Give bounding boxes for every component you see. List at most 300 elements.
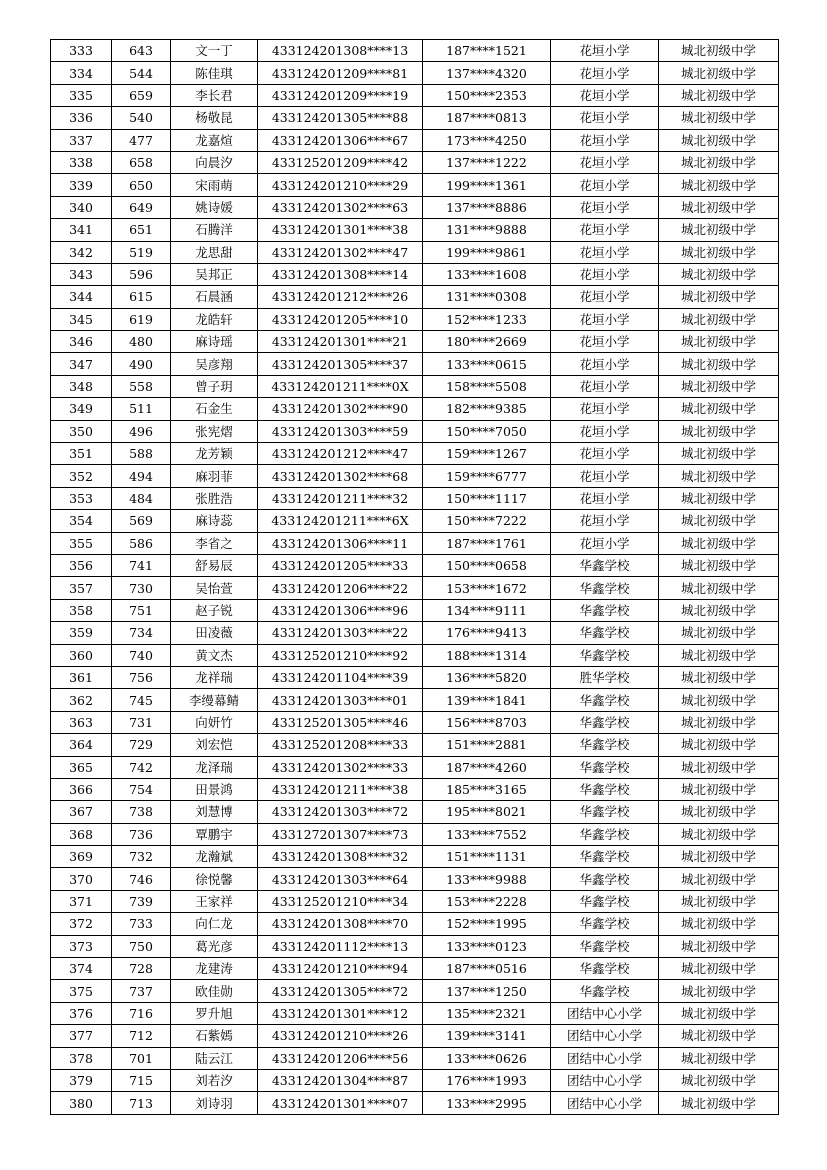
id-number-cell: 433124201210****29 bbox=[258, 174, 423, 196]
table-row bbox=[51, 1002, 779, 1024]
student-name-cell: 文一丁 bbox=[171, 40, 258, 62]
id-number-cell: 433124201209****81 bbox=[258, 62, 423, 84]
serial-number-cell: 375 bbox=[51, 980, 112, 1002]
phone-number-cell: 150****7222 bbox=[423, 510, 551, 532]
exam-number-cell: 732 bbox=[112, 846, 171, 868]
assigned-middle-school-cell: 城北初级中学 bbox=[659, 40, 779, 62]
exam-number-cell: 737 bbox=[112, 980, 171, 1002]
student-name-cell: 吴邦正 bbox=[171, 263, 258, 285]
exam-number-cell: 754 bbox=[112, 778, 171, 800]
student-name-cell: 宋雨萌 bbox=[171, 174, 258, 196]
primary-school-cell: 华鑫学校 bbox=[551, 935, 659, 957]
serial-number-cell: 378 bbox=[51, 1047, 112, 1069]
student-name-cell: 龙芳颖 bbox=[171, 443, 258, 465]
table-row bbox=[51, 1069, 779, 1091]
primary-school-cell: 花垣小学 bbox=[551, 107, 659, 129]
assigned-middle-school-cell: 城北初级中学 bbox=[659, 353, 779, 375]
primary-school-cell: 花垣小学 bbox=[551, 40, 659, 62]
phone-number-cell: 136****5820 bbox=[423, 666, 551, 688]
phone-number-cell: 139****1841 bbox=[423, 689, 551, 711]
exam-number-cell: 733 bbox=[112, 913, 171, 935]
assigned-middle-school-cell: 城北初级中学 bbox=[659, 1002, 779, 1024]
table-row bbox=[51, 734, 779, 756]
primary-school-cell: 花垣小学 bbox=[551, 219, 659, 241]
serial-number-cell: 371 bbox=[51, 890, 112, 912]
serial-number-cell: 335 bbox=[51, 84, 112, 106]
id-number-cell: 433124201302****68 bbox=[258, 465, 423, 487]
assigned-middle-school-cell: 城北初级中学 bbox=[659, 510, 779, 532]
phone-number-cell: 131****0308 bbox=[423, 286, 551, 308]
serial-number-cell: 367 bbox=[51, 801, 112, 823]
id-number-cell: 433124201303****72 bbox=[258, 801, 423, 823]
student-name-cell: 赵子锐 bbox=[171, 599, 258, 621]
serial-number-cell: 347 bbox=[51, 353, 112, 375]
table-row bbox=[51, 465, 779, 487]
student-name-cell: 黄文杰 bbox=[171, 644, 258, 666]
assigned-middle-school-cell: 城北初级中学 bbox=[659, 107, 779, 129]
exam-number-cell: 739 bbox=[112, 890, 171, 912]
table-row bbox=[51, 846, 779, 868]
assigned-middle-school-cell: 城北初级中学 bbox=[659, 532, 779, 554]
student-name-cell: 张胜浩 bbox=[171, 487, 258, 509]
id-number-cell: 433124201302****90 bbox=[258, 398, 423, 420]
id-number-cell: 433124201210****26 bbox=[258, 1025, 423, 1047]
table-row bbox=[51, 151, 779, 173]
table-row bbox=[51, 1025, 779, 1047]
assigned-middle-school-cell: 城北初级中学 bbox=[659, 398, 779, 420]
primary-school-cell: 华鑫学校 bbox=[551, 577, 659, 599]
serial-number-cell: 368 bbox=[51, 823, 112, 845]
assigned-middle-school-cell: 城北初级中学 bbox=[659, 823, 779, 845]
assigned-middle-school-cell: 城北初级中学 bbox=[659, 913, 779, 935]
table-row bbox=[51, 622, 779, 644]
student-name-cell: 石腾洋 bbox=[171, 219, 258, 241]
assigned-middle-school-cell: 城北初级中学 bbox=[659, 219, 779, 241]
assigned-middle-school-cell: 城北初级中学 bbox=[659, 980, 779, 1002]
student-table-container bbox=[50, 39, 779, 1115]
table-row bbox=[51, 107, 779, 129]
table-row bbox=[51, 398, 779, 420]
exam-number-cell: 544 bbox=[112, 62, 171, 84]
student-name-cell: 刘若汐 bbox=[171, 1069, 258, 1091]
table-row bbox=[51, 353, 779, 375]
exam-number-cell: 701 bbox=[112, 1047, 171, 1069]
id-number-cell: 433124201301****12 bbox=[258, 1002, 423, 1024]
student-name-cell: 陈佳琪 bbox=[171, 62, 258, 84]
table-row bbox=[51, 263, 779, 285]
table-row bbox=[51, 577, 779, 599]
student-name-cell: 曾子玥 bbox=[171, 375, 258, 397]
primary-school-cell: 团结中心小学 bbox=[551, 1047, 659, 1069]
primary-school-cell: 华鑫学校 bbox=[551, 958, 659, 980]
student-name-cell: 向妍竹 bbox=[171, 711, 258, 733]
serial-number-cell: 374 bbox=[51, 958, 112, 980]
student-name-cell: 李缦幕鲭 bbox=[171, 689, 258, 711]
primary-school-cell: 花垣小学 bbox=[551, 331, 659, 353]
assigned-middle-school-cell: 城北初级中学 bbox=[659, 1047, 779, 1069]
exam-number-cell: 728 bbox=[112, 958, 171, 980]
serial-number-cell: 351 bbox=[51, 443, 112, 465]
primary-school-cell: 花垣小学 bbox=[551, 286, 659, 308]
table-row bbox=[51, 778, 779, 800]
assigned-middle-school-cell: 城北初级中学 bbox=[659, 375, 779, 397]
id-number-cell: 433124201305****37 bbox=[258, 353, 423, 375]
assigned-middle-school-cell: 城北初级中学 bbox=[659, 868, 779, 890]
table-row bbox=[51, 756, 779, 778]
id-number-cell: 433125201305****46 bbox=[258, 711, 423, 733]
phone-number-cell: 137****1222 bbox=[423, 151, 551, 173]
student-name-cell: 龙建涛 bbox=[171, 958, 258, 980]
primary-school-cell: 花垣小学 bbox=[551, 375, 659, 397]
serial-number-cell: 363 bbox=[51, 711, 112, 733]
student-name-cell: 刘慧博 bbox=[171, 801, 258, 823]
student-name-cell: 麻诗蕊 bbox=[171, 510, 258, 532]
primary-school-cell: 华鑫学校 bbox=[551, 980, 659, 1002]
phone-number-cell: 199****1361 bbox=[423, 174, 551, 196]
table-row bbox=[51, 958, 779, 980]
exam-number-cell: 731 bbox=[112, 711, 171, 733]
phone-number-cell: 152****1233 bbox=[423, 308, 551, 330]
student-name-cell: 王家祥 bbox=[171, 890, 258, 912]
exam-number-cell: 484 bbox=[112, 487, 171, 509]
assigned-middle-school-cell: 城北初级中学 bbox=[659, 644, 779, 666]
id-number-cell: 433124201205****33 bbox=[258, 554, 423, 576]
serial-number-cell: 355 bbox=[51, 532, 112, 554]
exam-number-cell: 494 bbox=[112, 465, 171, 487]
table-row bbox=[51, 823, 779, 845]
student-name-cell: 石晨涵 bbox=[171, 286, 258, 308]
student-name-cell: 龙泽瑞 bbox=[171, 756, 258, 778]
primary-school-cell: 花垣小学 bbox=[551, 487, 659, 509]
table-row bbox=[51, 196, 779, 218]
assigned-middle-school-cell: 城北初级中学 bbox=[659, 1069, 779, 1091]
serial-number-cell: 373 bbox=[51, 935, 112, 957]
id-number-cell: 433124201306****96 bbox=[258, 599, 423, 621]
table-row bbox=[51, 935, 779, 957]
assigned-middle-school-cell: 城北初级中学 bbox=[659, 935, 779, 957]
id-number-cell: 433124201302****47 bbox=[258, 241, 423, 263]
serial-number-cell: 370 bbox=[51, 868, 112, 890]
assigned-middle-school-cell: 城北初级中学 bbox=[659, 734, 779, 756]
phone-number-cell: 153****2228 bbox=[423, 890, 551, 912]
exam-number-cell: 713 bbox=[112, 1092, 171, 1114]
phone-number-cell: 151****2881 bbox=[423, 734, 551, 756]
exam-number-cell: 716 bbox=[112, 1002, 171, 1024]
phone-number-cell: 134****9111 bbox=[423, 599, 551, 621]
serial-number-cell: 358 bbox=[51, 599, 112, 621]
assigned-middle-school-cell: 城北初级中学 bbox=[659, 756, 779, 778]
student-name-cell: 龙皓轩 bbox=[171, 308, 258, 330]
table-row bbox=[51, 40, 779, 62]
table-row bbox=[51, 554, 779, 576]
assigned-middle-school-cell: 城北初级中学 bbox=[659, 778, 779, 800]
assigned-middle-school-cell: 城北初级中学 bbox=[659, 622, 779, 644]
primary-school-cell: 团结中心小学 bbox=[551, 1002, 659, 1024]
serial-number-cell: 354 bbox=[51, 510, 112, 532]
primary-school-cell: 团结中心小学 bbox=[551, 1025, 659, 1047]
phone-number-cell: 153****1672 bbox=[423, 577, 551, 599]
phone-number-cell: 151****1131 bbox=[423, 846, 551, 868]
phone-number-cell: 156****8703 bbox=[423, 711, 551, 733]
exam-number-cell: 569 bbox=[112, 510, 171, 532]
exam-number-cell: 738 bbox=[112, 801, 171, 823]
exam-number-cell: 519 bbox=[112, 241, 171, 263]
primary-school-cell: 华鑫学校 bbox=[551, 868, 659, 890]
primary-school-cell: 团结中心小学 bbox=[551, 1092, 659, 1114]
serial-number-cell: 340 bbox=[51, 196, 112, 218]
phone-number-cell: 133****2995 bbox=[423, 1092, 551, 1114]
id-number-cell: 433124201306****67 bbox=[258, 129, 423, 151]
id-number-cell: 433124201308****14 bbox=[258, 263, 423, 285]
student-name-cell: 石金生 bbox=[171, 398, 258, 420]
id-number-cell: 433124201303****01 bbox=[258, 689, 423, 711]
table-row bbox=[51, 510, 779, 532]
phone-number-cell: 176****9413 bbox=[423, 622, 551, 644]
primary-school-cell: 花垣小学 bbox=[551, 532, 659, 554]
id-number-cell: 433127201307****73 bbox=[258, 823, 423, 845]
assigned-middle-school-cell: 城北初级中学 bbox=[659, 174, 779, 196]
assigned-middle-school-cell: 城北初级中学 bbox=[659, 689, 779, 711]
serial-number-cell: 345 bbox=[51, 308, 112, 330]
assigned-middle-school-cell: 城北初级中学 bbox=[659, 241, 779, 263]
primary-school-cell: 花垣小学 bbox=[551, 510, 659, 532]
exam-number-cell: 649 bbox=[112, 196, 171, 218]
table-row bbox=[51, 666, 779, 688]
exam-number-cell: 643 bbox=[112, 40, 171, 62]
phone-number-cell: 187****4260 bbox=[423, 756, 551, 778]
serial-number-cell: 343 bbox=[51, 263, 112, 285]
serial-number-cell: 364 bbox=[51, 734, 112, 756]
student-name-cell: 龙思甜 bbox=[171, 241, 258, 263]
primary-school-cell: 华鑫学校 bbox=[551, 711, 659, 733]
serial-number-cell: 365 bbox=[51, 756, 112, 778]
assigned-middle-school-cell: 城北初级中学 bbox=[659, 151, 779, 173]
serial-number-cell: 366 bbox=[51, 778, 112, 800]
phone-number-cell: 133****1608 bbox=[423, 263, 551, 285]
serial-number-cell: 353 bbox=[51, 487, 112, 509]
id-number-cell: 433124201206****56 bbox=[258, 1047, 423, 1069]
serial-number-cell: 361 bbox=[51, 666, 112, 688]
primary-school-cell: 花垣小学 bbox=[551, 84, 659, 106]
table-row bbox=[51, 331, 779, 353]
assigned-middle-school-cell: 城北初级中学 bbox=[659, 84, 779, 106]
phone-number-cell: 133****9988 bbox=[423, 868, 551, 890]
student-name-cell: 向晨汐 bbox=[171, 151, 258, 173]
exam-number-cell: 742 bbox=[112, 756, 171, 778]
phone-number-cell: 133****7552 bbox=[423, 823, 551, 845]
exam-number-cell: 741 bbox=[112, 554, 171, 576]
student-name-cell: 张宪熠 bbox=[171, 420, 258, 442]
id-number-cell: 433124201209****19 bbox=[258, 84, 423, 106]
id-number-cell: 433124201206****22 bbox=[258, 577, 423, 599]
student-name-cell: 舒易辰 bbox=[171, 554, 258, 576]
assigned-middle-school-cell: 城北初级中学 bbox=[659, 331, 779, 353]
primary-school-cell: 华鑫学校 bbox=[551, 622, 659, 644]
assigned-middle-school-cell: 城北初级中学 bbox=[659, 263, 779, 285]
assigned-middle-school-cell: 城北初级中学 bbox=[659, 554, 779, 576]
assigned-middle-school-cell: 城北初级中学 bbox=[659, 801, 779, 823]
primary-school-cell: 花垣小学 bbox=[551, 174, 659, 196]
id-number-cell: 433124201304****87 bbox=[258, 1069, 423, 1091]
primary-school-cell: 花垣小学 bbox=[551, 241, 659, 263]
student-name-cell: 欧佳勋 bbox=[171, 980, 258, 1002]
id-number-cell: 433124201305****88 bbox=[258, 107, 423, 129]
id-number-cell: 433124201211****6X bbox=[258, 510, 423, 532]
primary-school-cell: 华鑫学校 bbox=[551, 756, 659, 778]
exam-number-cell: 740 bbox=[112, 644, 171, 666]
phone-number-cell: 137****8886 bbox=[423, 196, 551, 218]
table-row bbox=[51, 174, 779, 196]
phone-number-cell: 185****3165 bbox=[423, 778, 551, 800]
student-name-cell: 徐悦馨 bbox=[171, 868, 258, 890]
serial-number-cell: 344 bbox=[51, 286, 112, 308]
primary-school-cell: 华鑫学校 bbox=[551, 823, 659, 845]
table-row bbox=[51, 599, 779, 621]
exam-number-cell: 619 bbox=[112, 308, 171, 330]
phone-number-cell: 152****1995 bbox=[423, 913, 551, 935]
phone-number-cell: 188****1314 bbox=[423, 644, 551, 666]
exam-number-cell: 746 bbox=[112, 868, 171, 890]
phone-number-cell: 159****1267 bbox=[423, 443, 551, 465]
id-number-cell: 433124201301****38 bbox=[258, 219, 423, 241]
phone-number-cell: 187****0516 bbox=[423, 958, 551, 980]
table-row bbox=[51, 84, 779, 106]
primary-school-cell: 华鑫学校 bbox=[551, 644, 659, 666]
phone-number-cell: 158****5508 bbox=[423, 375, 551, 397]
exam-number-cell: 588 bbox=[112, 443, 171, 465]
exam-number-cell: 540 bbox=[112, 107, 171, 129]
phone-number-cell: 187****1521 bbox=[423, 40, 551, 62]
id-number-cell: 433124201305****72 bbox=[258, 980, 423, 1002]
serial-number-cell: 350 bbox=[51, 420, 112, 442]
id-number-cell: 433124201301****07 bbox=[258, 1092, 423, 1114]
phone-number-cell: 195****8021 bbox=[423, 801, 551, 823]
serial-number-cell: 372 bbox=[51, 913, 112, 935]
phone-number-cell: 135****2321 bbox=[423, 1002, 551, 1024]
phone-number-cell: 133****0615 bbox=[423, 353, 551, 375]
primary-school-cell: 花垣小学 bbox=[551, 398, 659, 420]
serial-number-cell: 338 bbox=[51, 151, 112, 173]
exam-number-cell: 734 bbox=[112, 622, 171, 644]
id-number-cell: 433124201211****0X bbox=[258, 375, 423, 397]
serial-number-cell: 342 bbox=[51, 241, 112, 263]
id-number-cell: 433124201211****38 bbox=[258, 778, 423, 800]
serial-number-cell: 377 bbox=[51, 1025, 112, 1047]
serial-number-cell: 334 bbox=[51, 62, 112, 84]
assigned-middle-school-cell: 城北初级中学 bbox=[659, 308, 779, 330]
exam-number-cell: 712 bbox=[112, 1025, 171, 1047]
serial-number-cell: 341 bbox=[51, 219, 112, 241]
table-row bbox=[51, 1092, 779, 1114]
table-row bbox=[51, 532, 779, 554]
table-row bbox=[51, 308, 779, 330]
table-row bbox=[51, 1047, 779, 1069]
exam-number-cell: 659 bbox=[112, 84, 171, 106]
table-row bbox=[51, 980, 779, 1002]
primary-school-cell: 花垣小学 bbox=[551, 129, 659, 151]
phone-number-cell: 150****1117 bbox=[423, 487, 551, 509]
serial-number-cell: 352 bbox=[51, 465, 112, 487]
id-number-cell: 433125201208****33 bbox=[258, 734, 423, 756]
phone-number-cell: 133****0626 bbox=[423, 1047, 551, 1069]
primary-school-cell: 华鑫学校 bbox=[551, 778, 659, 800]
assigned-middle-school-cell: 城北初级中学 bbox=[659, 577, 779, 599]
assigned-middle-school-cell: 城北初级中学 bbox=[659, 666, 779, 688]
exam-number-cell: 496 bbox=[112, 420, 171, 442]
exam-number-cell: 715 bbox=[112, 1069, 171, 1091]
exam-number-cell: 756 bbox=[112, 666, 171, 688]
primary-school-cell: 华鑫学校 bbox=[551, 801, 659, 823]
table-row bbox=[51, 890, 779, 912]
assigned-middle-school-cell: 城北初级中学 bbox=[659, 1025, 779, 1047]
primary-school-cell: 华鑫学校 bbox=[551, 599, 659, 621]
assigned-middle-school-cell: 城北初级中学 bbox=[659, 420, 779, 442]
id-number-cell: 433124201301****21 bbox=[258, 331, 423, 353]
exam-number-cell: 490 bbox=[112, 353, 171, 375]
id-number-cell: 433124201211****32 bbox=[258, 487, 423, 509]
exam-number-cell: 558 bbox=[112, 375, 171, 397]
id-number-cell: 433124201104****39 bbox=[258, 666, 423, 688]
table-row bbox=[51, 711, 779, 733]
serial-number-cell: 349 bbox=[51, 398, 112, 420]
serial-number-cell: 376 bbox=[51, 1002, 112, 1024]
id-number-cell: 433124201302****33 bbox=[258, 756, 423, 778]
exam-number-cell: 750 bbox=[112, 935, 171, 957]
student-name-cell: 龙祥瑞 bbox=[171, 666, 258, 688]
exam-number-cell: 651 bbox=[112, 219, 171, 241]
student-name-cell: 葛光彦 bbox=[171, 935, 258, 957]
table-row bbox=[51, 129, 779, 151]
student-name-cell: 李省之 bbox=[171, 532, 258, 554]
student-name-cell: 石紫嫣 bbox=[171, 1025, 258, 1047]
student-name-cell: 吴彦翔 bbox=[171, 353, 258, 375]
serial-number-cell: 359 bbox=[51, 622, 112, 644]
serial-number-cell: 380 bbox=[51, 1092, 112, 1114]
serial-number-cell: 348 bbox=[51, 375, 112, 397]
assigned-middle-school-cell: 城北初级中学 bbox=[659, 129, 779, 151]
student-name-cell: 刘诗羽 bbox=[171, 1092, 258, 1114]
table-row bbox=[51, 420, 779, 442]
student-name-cell: 麻诗瑶 bbox=[171, 331, 258, 353]
assigned-middle-school-cell: 城北初级中学 bbox=[659, 487, 779, 509]
id-number-cell: 433124201306****11 bbox=[258, 532, 423, 554]
table-row bbox=[51, 443, 779, 465]
phone-number-cell: 159****6777 bbox=[423, 465, 551, 487]
id-number-cell: 433124201212****47 bbox=[258, 443, 423, 465]
student-name-cell: 陆云江 bbox=[171, 1047, 258, 1069]
id-number-cell: 433124201308****70 bbox=[258, 913, 423, 935]
primary-school-cell: 华鑫学校 bbox=[551, 890, 659, 912]
assigned-middle-school-cell: 城北初级中学 bbox=[659, 958, 779, 980]
assigned-middle-school-cell: 城北初级中学 bbox=[659, 465, 779, 487]
primary-school-cell: 花垣小学 bbox=[551, 196, 659, 218]
table-row bbox=[51, 286, 779, 308]
primary-school-cell: 花垣小学 bbox=[551, 308, 659, 330]
phone-number-cell: 137****1250 bbox=[423, 980, 551, 1002]
phone-number-cell: 199****9861 bbox=[423, 241, 551, 263]
student-name-cell: 龙瀚斌 bbox=[171, 846, 258, 868]
primary-school-cell: 花垣小学 bbox=[551, 151, 659, 173]
student-name-cell: 罗升旭 bbox=[171, 1002, 258, 1024]
student-name-cell: 吴怡萱 bbox=[171, 577, 258, 599]
student-name-cell: 覃鹏宇 bbox=[171, 823, 258, 845]
primary-school-cell: 花垣小学 bbox=[551, 62, 659, 84]
assigned-middle-school-cell: 城北初级中学 bbox=[659, 443, 779, 465]
assigned-middle-school-cell: 城北初级中学 bbox=[659, 711, 779, 733]
serial-number-cell: 360 bbox=[51, 644, 112, 666]
assigned-middle-school-cell: 城北初级中学 bbox=[659, 1092, 779, 1114]
phone-number-cell: 180****2669 bbox=[423, 331, 551, 353]
